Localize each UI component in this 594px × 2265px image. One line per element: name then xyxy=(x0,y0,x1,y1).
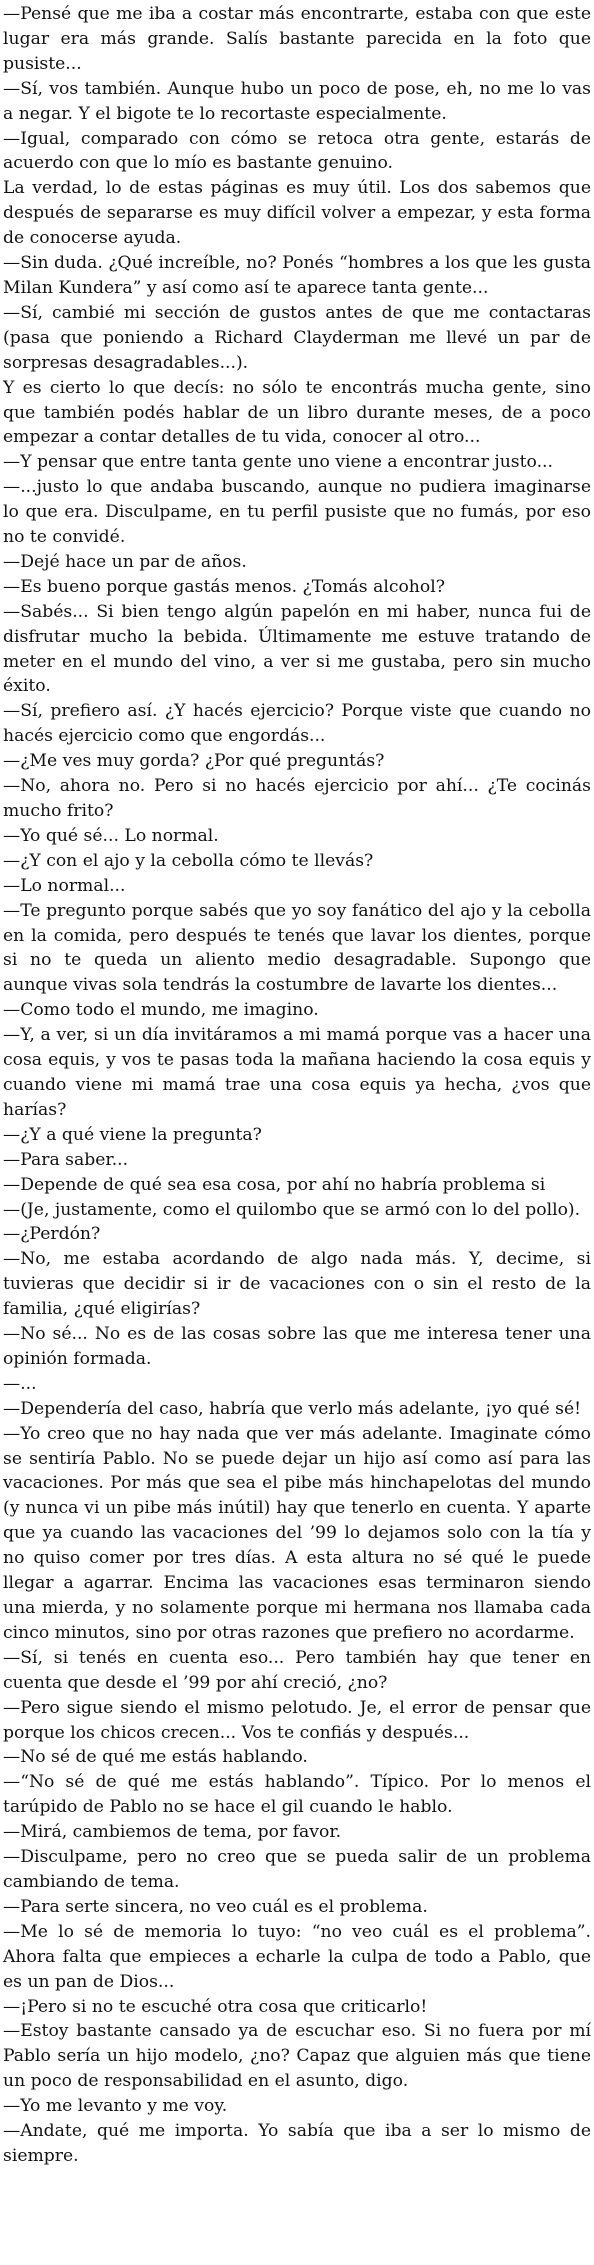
paragraph-35: —“No sé de qué me estás hablando”. Típico. Por lo menos el tarúpido de Pablo no se hace el gil cuando le hablo. xyxy=(3,1772,591,1818)
paragraph-10: —Dejé hace un par de años. xyxy=(3,551,247,572)
paragraph-4: La verdad, lo de estas páginas es muy útil. Los dos sabemos que después de separarse es muy difícil volver a empezar, y esta forma de conocerse ayuda. xyxy=(3,178,591,249)
paragraph-37: —Disculpame, pero no creo que se pueda salir de un problema cambiando de tema. xyxy=(3,1847,591,1892)
paragraph-36: —Mirá, cambiemos de tema, por favor. xyxy=(3,1822,342,1843)
paragraph-17: —¿Y con el ajo y la cebolla cómo te llevás? xyxy=(3,850,374,871)
paragraph-2: —Sí, vos también. Aunque hubo un poco de pose, eh, no me lo vas a negar. Y el bigote te lo recortaste especialmente. xyxy=(3,78,591,124)
paragraph-20: —Como todo el mundo, me imagino. xyxy=(3,1000,319,1021)
paragraph-11: —Es bueno porque gastás menos. ¿Tomás alcohol? xyxy=(3,576,445,597)
paragraph-27: —No, me estaba acordando de algo nada más. Y, decime, si tuvieras que decidir si ir de vacaciones con o sin el resto de la familia, ¿qué eligirías? xyxy=(3,1249,591,1320)
paragraph-14: —¿Me ves muy gorda? ¿Por qué preguntás? xyxy=(3,751,385,772)
paragraph-13: —Sí, prefiero así. ¿Y hacés ejercicio? Porque viste que cuando no hacés ejercicio como que engordás... xyxy=(3,701,591,747)
paragraph-24: —Depende de qué sea esa cosa, por ahí no habría problema si xyxy=(3,1174,546,1195)
paragraph-40: —¡Pero si no te escuché otra cosa que criticarlo! xyxy=(3,1996,428,2017)
paragraph-3: —Igual, comparado con cómo se retoca otra gente, estarás de acuerdo con que lo mío es bastante genuino. xyxy=(3,128,591,174)
paragraph-33: —Pero sigue siendo el mismo pelotudo. Je, el error de pensar que porque los chicos crecen... Vos te confiás y después... xyxy=(3,1697,591,1743)
paragraph-23: —Para saber... xyxy=(3,1149,129,1170)
paragraph-21: —Y, a ver, si un día invitáramos a mi mamá porque vas a hacer una cosa equis, y vos te pasas toda la mañana haciendo la cosa equis y cuando viene mi mamá trae una cosa equis ya hecha, ¿vos que harías? xyxy=(3,1025,591,1120)
paragraph-39: —Me lo sé de memoria lo tuyo: “no veo cuál es el problema”. Ahora falta que empieces a echarle la culpa de todo a Pablo, que es un pan de Dios... xyxy=(3,1921,591,1992)
paragraph-7: Y es cierto lo que decís: no sólo te encontrás mucha gente, sino que también podés hablar de un libro durante meses, de a poco empezar a contar detalles de tu vida, conocer al otro... xyxy=(3,377,591,448)
paragraph-43: —Andate, qué me importa. Yo sabía que iba a ser lo mismo de siempre. xyxy=(3,2121,591,2166)
paragraph-28: —No sé... No es de las cosas sobre las que me interesa tener una opinión formada. xyxy=(3,1324,591,1369)
paragraph-29: —... xyxy=(3,1373,37,1394)
paragraph-22: —¿Y a qué viene la pregunta? xyxy=(3,1124,262,1145)
paragraph-30: —Dependería del caso, habría que verlo más adelante, ¡yo qué sé! xyxy=(3,1398,582,1419)
paragraph-32: —Sí, si tenés en cuenta eso... Pero también hay que tener en cuenta que desde el ’99 por ahí creció, ¿no? xyxy=(3,1647,591,1693)
paragraph-31: —Yo creo que no hay nada que ver más adelante. Imaginate cómo se sentiría Pablo. No se puede dejar un hijo así como así para las vacaciones. Por más que sea el pibe más hinchapelotas del mundo (y nunca vi un pibe más inútil) hay que tenerlo en cuenta. Y aparte que ya cuando las vacaciones del ’99 lo dejamos solo con la tía y no quiso comer por tres días. A esta altura no sé qué le puede llegar a agarrar. Encima las vacaciones esas terminaron siendo una mierda, y no solamente porque mi hermana nos llamaba cada cinco minutos, sino por otras razones que prefiero no acordarme. xyxy=(3,1423,591,1643)
paragraph-12: —Sabés... Si bien tengo algún papelón en mi haber, nunca fui de disfrutar mucho la bebida. Últimamente me estuve tratando de meter en el mundo del vino, a ver si me gustaba, pero sin mucho éxito. xyxy=(3,601,591,697)
paragraph-9: —...justo lo que andaba buscando, aunque no pudiera imaginarse lo que era. Disculpame, en tu perfil pusiste que no fumás, por eso no te convidé. xyxy=(3,477,591,548)
paragraph-8: —Y pensar que entre tanta gente uno viene a encontrar justo... xyxy=(3,452,553,473)
paragraph-1: —Pensé que me iba a costar más encontrarte, estaba con que este lugar era más grande. Salís bastante parecida en la foto que pusiste... xyxy=(3,4,591,74)
paragraph-5: —Sin duda. ¿Qué increíble, no? Ponés “hombres a los que les gusta Milan Kundera” y así como así te aparece tanta gente... xyxy=(3,253,591,298)
paragraph-18: —Lo normal... xyxy=(3,875,126,896)
paragraph-15: —No, ahora no. Pero si no hacés ejercicio por ahí... ¿Te cocinás mucho frito? xyxy=(3,776,591,821)
paragraph-41: —Estoy bastante cansado ya de escuchar eso. Si no fuera por mí Pablo sería un hijo modelo, ¿no? Capaz que alguien más que tiene un poco de responsabilidad en el asunto, digo. xyxy=(3,2021,591,2092)
paragraph-6: —Sí, cambié mi sección de gustos antes de que me contactaras (pasa que poniendo a Richard Clayderman me llevé un par de sorpresas desagradables...). xyxy=(3,302,591,373)
paragraph-25: —(Je, justamente, como el quilombo que se armó con lo del pollo). xyxy=(3,1199,581,1220)
paragraph-42: —Yo me levanto y me voy. xyxy=(3,2096,228,2117)
paragraph-26: —¿Perdón? xyxy=(3,1224,101,1245)
paragraph-19: —Te pregunto porque sabés que yo soy fanático del ajo y la cebolla en la comida, pero después te tenés que lavar los dientes, porque si no te queda un aliento medio desagradable. Supongo que aunque vivas sola tendrás la costumbre de lavartе los dientes... xyxy=(3,900,591,996)
paragraph-34: —No sé de qué me estás hablando. xyxy=(3,1747,308,1768)
paragraph-38: —Para serte sincera, no veo cuál es el problema. xyxy=(3,1896,428,1917)
paragraph-16: —Yo qué sé... Lo normal. xyxy=(3,825,219,846)
